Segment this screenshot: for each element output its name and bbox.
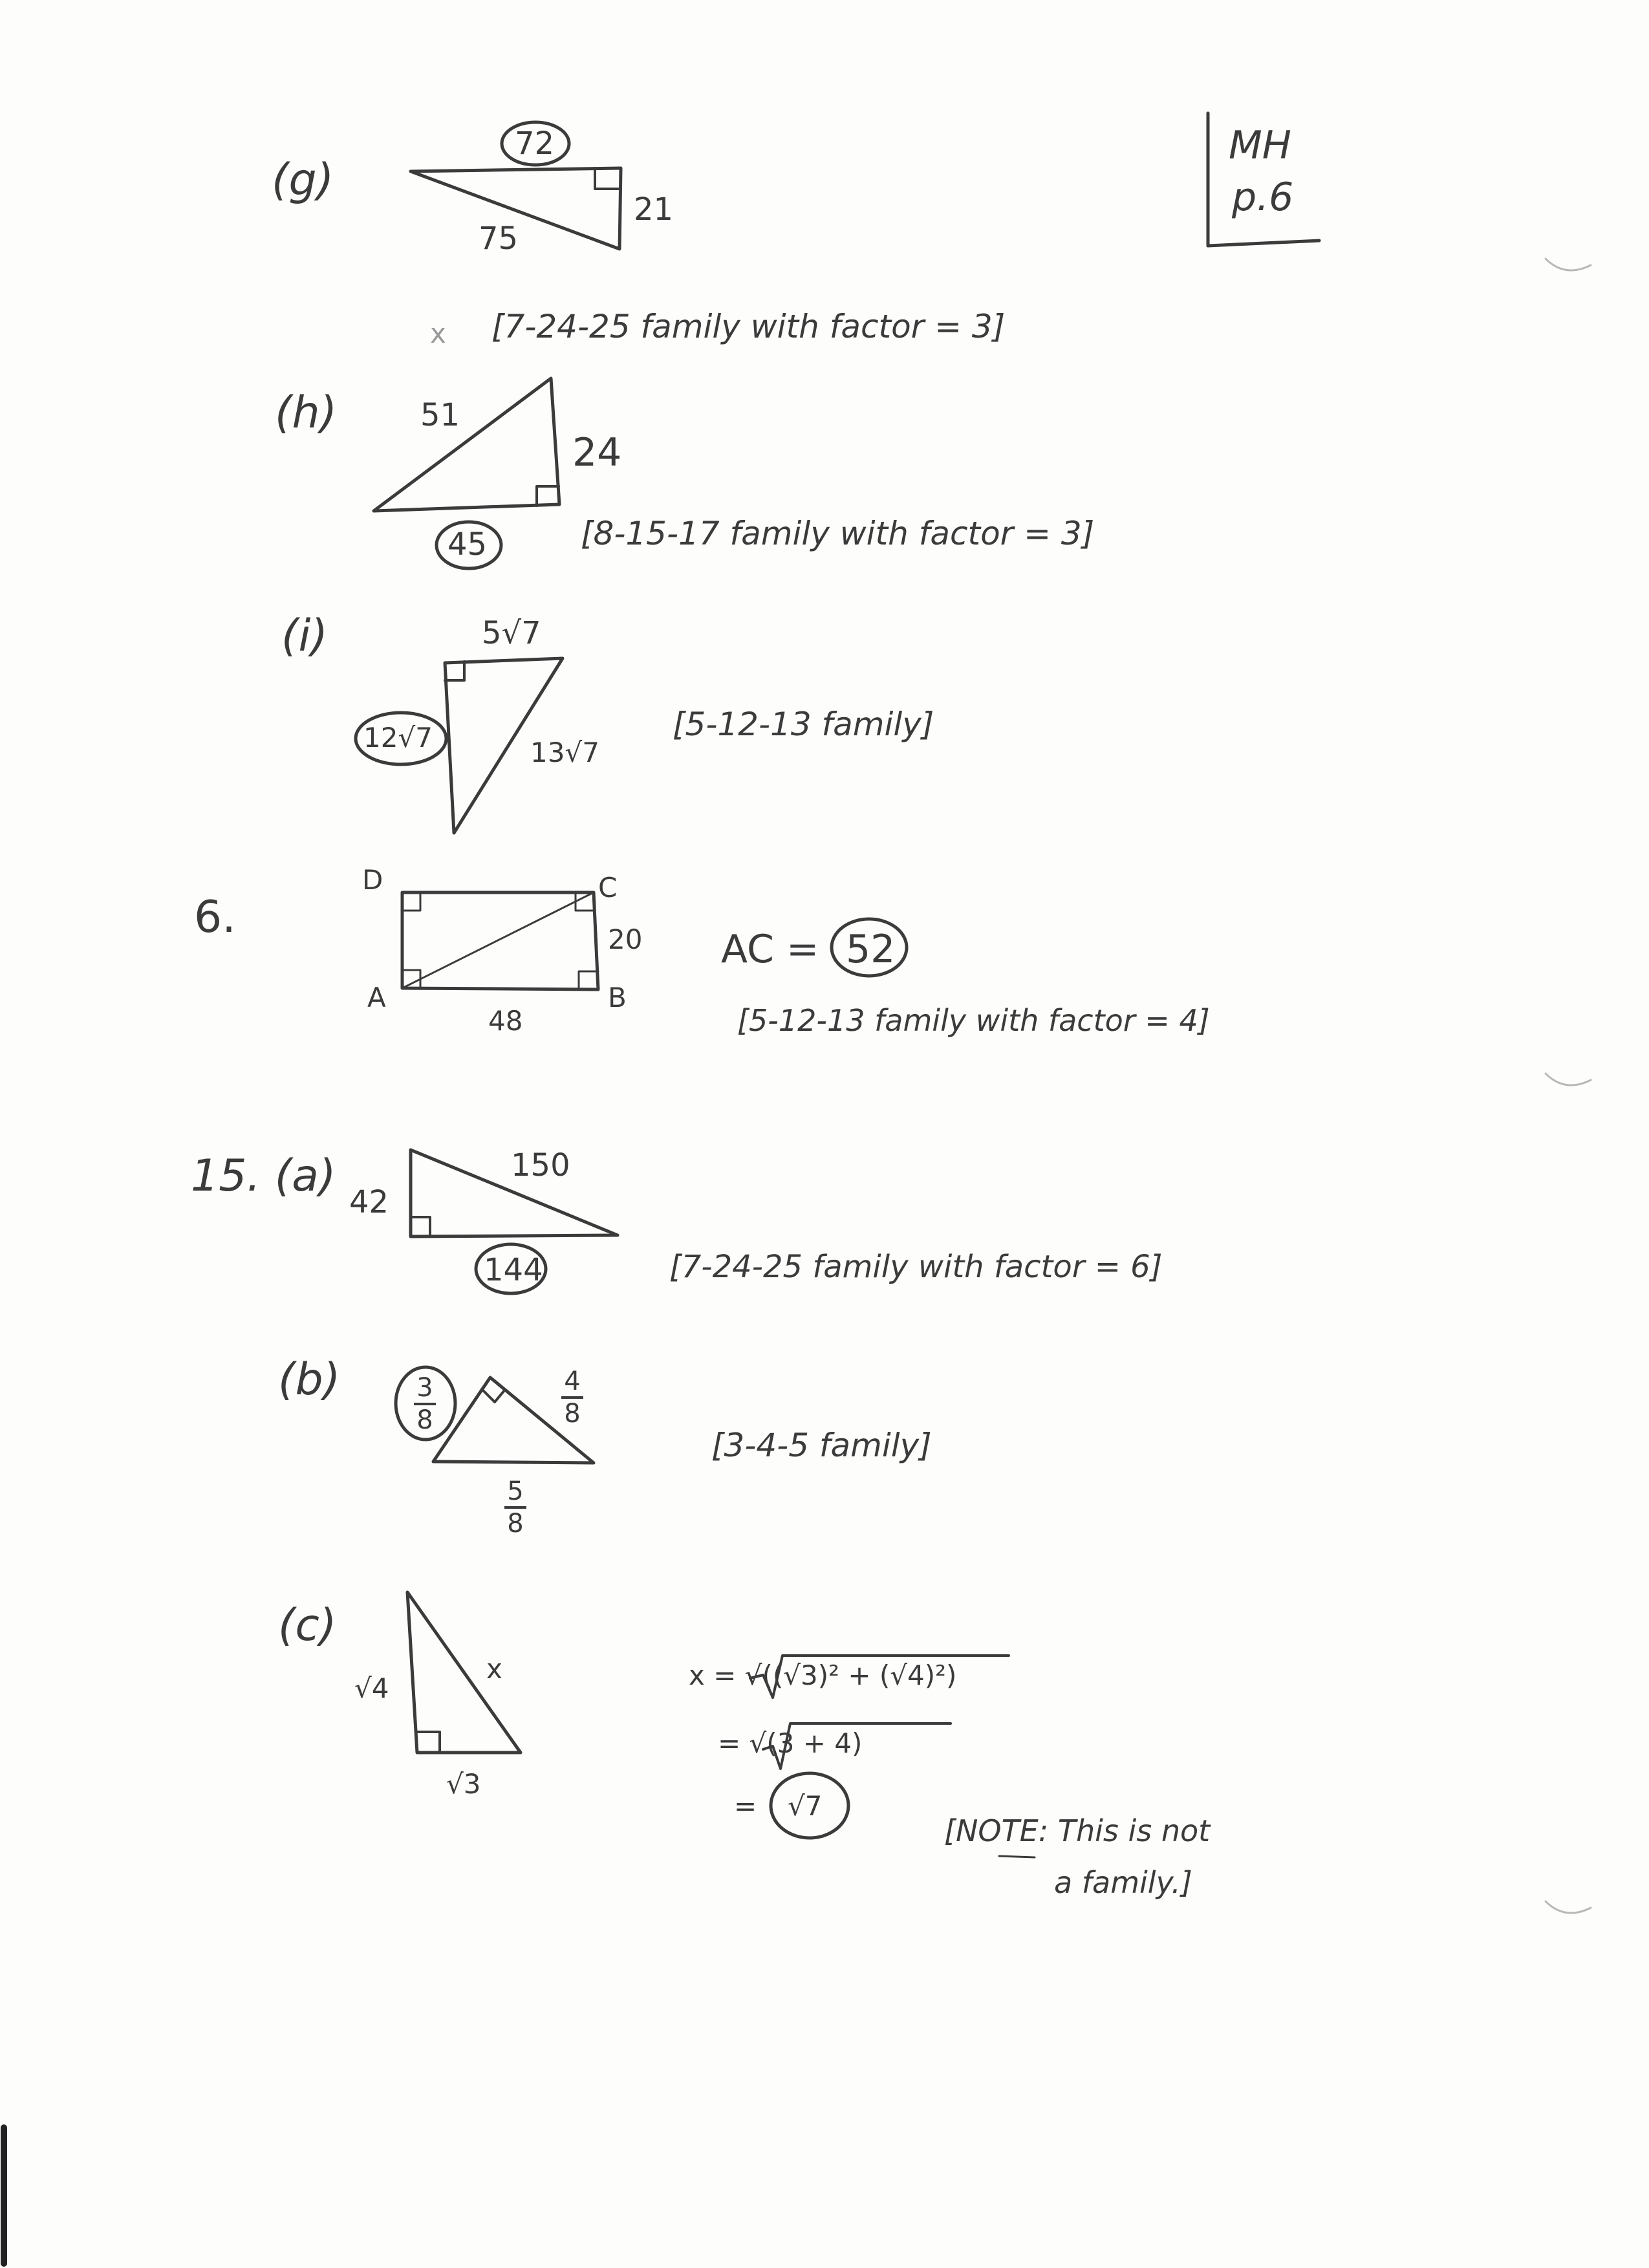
15b-left-num: 3: [416, 1373, 433, 1403]
rectangle-6: [402, 892, 907, 989]
15a-family-note: [7-24-25 family with factor = 6]: [669, 1249, 1163, 1285]
header-tag-line1: MH: [1229, 123, 1291, 168]
15c-bottom-side: √3: [446, 1768, 481, 1800]
i-family-note: [5-12-13 family]: [673, 706, 934, 743]
15c-hypotenuse: x: [486, 1653, 502, 1685]
15a-left-side: 42: [349, 1184, 389, 1220]
underline-not: [999, 1856, 1035, 1857]
15c-answer: √7: [788, 1790, 823, 1822]
15b-left-side: [414, 1374, 436, 1434]
g-stray-mark: x: [430, 318, 446, 349]
rect-bottom-side: 48: [488, 1005, 523, 1037]
answer-6-value: 52: [846, 927, 896, 972]
15b-right-num: 4: [564, 1366, 581, 1396]
i-left-side: 12√7: [363, 722, 433, 753]
h-hypotenuse: 51: [420, 397, 460, 433]
15b-left-den: 8: [416, 1405, 433, 1435]
15c-step2: = √(3 + 4): [718, 1727, 863, 1759]
g-top-side: 72: [515, 125, 555, 162]
problem-label-h: (h): [275, 387, 338, 438]
problem-label-15c: (c): [278, 1600, 337, 1651]
vertex-b: B: [608, 982, 627, 1013]
g-right-side: 21: [634, 191, 674, 228]
i-top-side: 5√7: [482, 615, 541, 651]
15b-bottom-den: 8: [507, 1509, 524, 1539]
problem-label-15a: 15. (a): [191, 1150, 336, 1202]
15b-bottom-side: [504, 1478, 526, 1537]
15a-hypotenuse: 150: [511, 1147, 570, 1183]
15c-note-line1-a: [NOTE: This is: [944, 1813, 1161, 1848]
problem-label-6: 6.: [194, 892, 236, 943]
answer-6-prefix: AC =: [721, 927, 819, 972]
problem-label-g: (g): [272, 155, 334, 206]
15b-family-note: [3-4-5 family]: [711, 1427, 932, 1464]
g-family-note: [7-24-25 family with factor = 3]: [491, 308, 1006, 345]
header-tag-line2: p.6: [1232, 175, 1294, 220]
15c-step1: x = √((√3)² + (√4)²): [689, 1659, 957, 1691]
15b-right-den: 8: [564, 1399, 581, 1429]
15b-right-side: [561, 1368, 583, 1427]
p6-family-note: [5-12-13 family with factor = 4]: [737, 1003, 1210, 1038]
problem-label-i: (i): [281, 610, 328, 662]
15c-note-not: not: [1161, 1813, 1211, 1848]
15a-bottom-side: 144: [484, 1252, 543, 1288]
h-bottom-side: 45: [447, 526, 488, 563]
vertex-a: A: [367, 982, 386, 1013]
vertex-c: C: [598, 872, 618, 903]
rect-right-side: 20: [608, 923, 643, 955]
g-hypotenuse: 75: [479, 221, 519, 257]
vertex-d: D: [362, 864, 383, 896]
problem-label-15b: (b): [278, 1354, 341, 1405]
15c-step3-prefix: =: [734, 1790, 757, 1822]
h-family-note: [8-15-17 family with factor = 3]: [581, 515, 1095, 552]
15b-bottom-num: 5: [507, 1476, 524, 1506]
i-hypotenuse: 13√7: [530, 737, 599, 768]
15c-left-side: √4: [354, 1672, 389, 1704]
15c-note-line2: a family.]: [1054, 1865, 1192, 1900]
15c-note-line1: [944, 1813, 1211, 1848]
h-right-side: 24: [572, 430, 622, 475]
